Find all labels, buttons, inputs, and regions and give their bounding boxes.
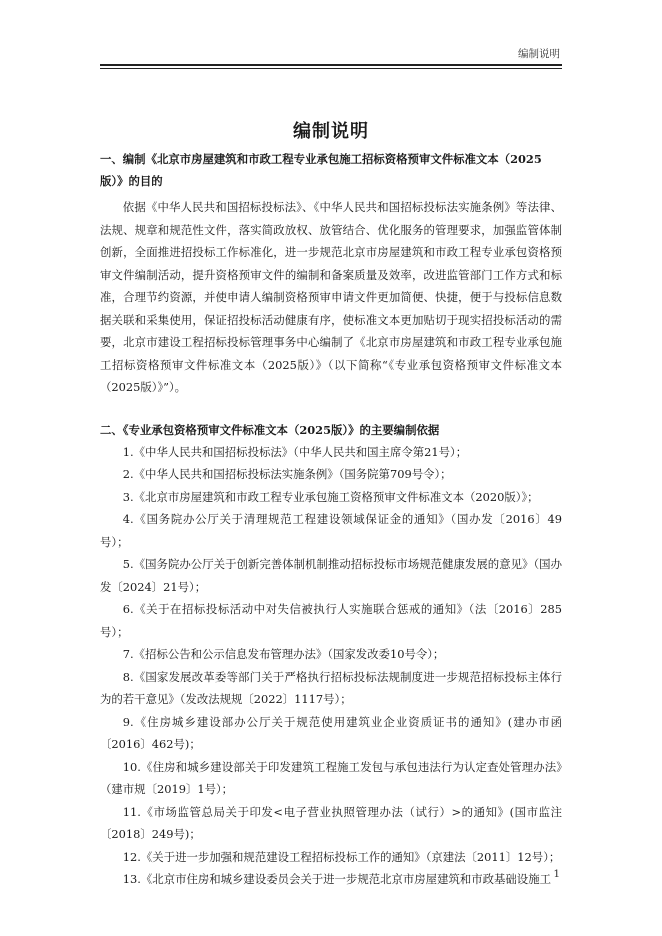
header-rule	[100, 64, 562, 66]
list-item: 13.《北京市住房和城乡建设委员会关于进一步规范北京市房屋建筑和市政基础设施工	[122, 872, 551, 886]
document-body	[100, 148, 562, 891]
list-item: 6.《关于在招标投标活动中对失信被执行人实施联合惩戒的通知》（法〔2016〕285号）；	[100, 602, 562, 639]
basis-list	[100, 441, 562, 891]
list-item: 10.《住房和城乡建设部关于印发建筑工程施工发包与承包违法行为认定查处管理办法》（建市规〔2019〕1号）；	[100, 759, 562, 796]
list-item: 8.《国家发展改革委等部门关于严格执行招标投标法规制度进一步规范招标投标主体行为的若干意见》（发改法规规〔2022〕1117号）；	[100, 669, 562, 706]
header-rule-thin	[100, 68, 562, 69]
section1-paragraph: 依据《中华人民共和国招标投标法》、《中华人民共和国招标投标法实施条例》等法律、法规、规章和规范性文件，落实简政放权、放管结合、优化服务的管理要求，加强监管体制创新，全面推进招投标工作标准化，进一步规范北京市房屋建筑和市政工程专业承包资格预审文件编制活动，提升资格预审文件的编制和备案质量及效率，改进监管部门工作方式和标准，合理节约资源，并使申请人编制资格预审申请文件更加简便、快捷，便于与投标信息数据关联和采集使用，保证招投标活动健康有序，使标准文本更加贴切于现实招投标活动的需要，北京市建设工程招标投标管理事务中心编制了《北京市房屋建筑和市政工程专业承包施工招标资格预审文件标准文本（2025版）》（以下简称“《专业承包资格预审文件标准文本（2025版）》”）。	[100, 200, 562, 394]
document-title: 编制说明	[293, 121, 369, 142]
list-item: 3.《北京市房屋建筑和市政工程专业承包施工资格预审文件标准文本（2020版）》；	[122, 489, 539, 504]
list-item: 11.《市场监管总局关于印发<电子营业执照管理办法（试行）>的通知》(国市监注〔2018〕249号)；	[100, 804, 562, 841]
list-item: 9.《住房城乡建设部办公厅关于规范使用建筑业企业资质证书的通知》(建办市函〔2016〕462号)；	[100, 714, 562, 751]
page-header-text: 编制说明	[518, 48, 560, 60]
list-item: 4.《国务院办公厅关于清理规范工程建设领域保证金的通知》（国办发〔2016〕49号）；	[100, 512, 562, 549]
list-item: 2.《中华人民共和国招标投标法实施条例》（国务院第709号令）；	[122, 467, 452, 481]
list-item: 1.《中华人民共和国招标投标法》（中华人民共和国主席令第21号）；	[122, 444, 468, 459]
list-item: 5.《国务院办公厅关于创新完善体制机制推动招标投标市场规范健康发展的意见》（国办发〔2024〕21号）；	[100, 557, 562, 594]
page-number: 1	[553, 868, 560, 880]
list-item: 12.《关于进一步加强和规范建设工程招标投标工作的通知》（京建法〔2011〕12号）；	[122, 849, 561, 864]
list-item: 7.《招标公告和公示信息发布管理办法》（国家发改委10号令）；	[122, 647, 445, 661]
section2-heading: 二、《专业承包资格预审文件标准文本（2025版）》的主要编制依据	[100, 422, 440, 437]
section-spacer	[100, 399, 562, 419]
section1-heading: 一、编制《北京市房屋建筑和市政工程专业承包施工招标资格预审文件标准文本（2025版）》的目的	[100, 152, 542, 188]
